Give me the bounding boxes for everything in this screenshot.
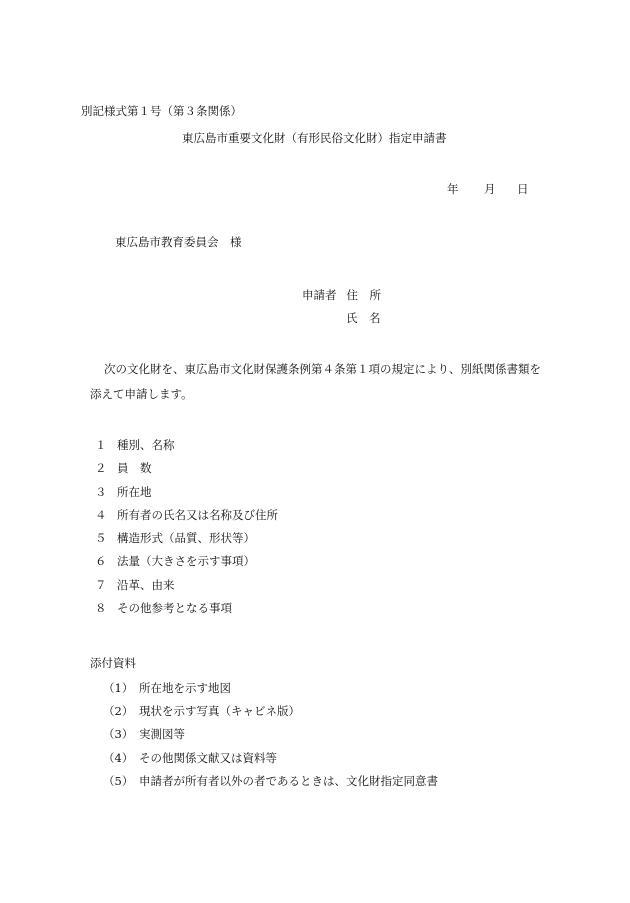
item-text: 所有者の氏名又は名称及び住所 [117,507,278,522]
item-number: ２ [95,461,107,476]
list-item [95,556,278,579]
item-number: ４ [95,507,107,522]
date-day-label: 日 [517,182,529,196]
item-text: 種別、名称 [117,438,175,452]
attachment-number: （1） [103,681,134,695]
date-year-label: 年 [447,182,459,196]
body-paragraph [90,357,560,407]
list-item [95,440,278,463]
attachment-text: 所在地を示す地図 [139,681,231,695]
item-text: 所在地 [117,484,152,499]
date-month-label: 月 [484,182,496,196]
applicant-name-row [346,313,381,325]
applicant-label: 申請者 [302,288,337,302]
document-title: 東広島市重要文化財（有形民俗文化財）指定申請書 [182,131,447,145]
item-number: ３ [95,484,107,499]
attachment-number: （4） [103,751,134,765]
item-text: その他参考となる事項 [117,601,232,616]
attachment-item [103,683,231,695]
form-number: 別記様式第１号（第３条関係） [81,104,242,118]
attachment-text: 実測図等 [139,727,185,741]
attachment-item [103,753,277,765]
item-text: 法量（大きさを示す事項） [117,554,255,569]
list-item [95,603,278,626]
attachment-text: その他関係文献又は資料等 [139,751,277,765]
applicant-address-row [302,290,381,302]
body-line-1: 次の文化財を、東広島市文化財保護条例第４条第１項の規定により、別紙関係書類を [104,362,541,376]
item-number: ８ [95,601,107,616]
attachment-text: 現状を示す写真（キャビネ版） [139,704,300,718]
attachment-number: （5） [103,774,134,788]
item-number: ５ [95,531,107,546]
item-number: １ [95,438,107,452]
list-item [95,507,278,533]
attachments-heading: 添付資料 [90,656,136,670]
attachment-number: （2） [103,704,134,718]
list-item [95,484,278,510]
attachment-item [103,776,438,788]
item-number: ６ [95,554,107,569]
attachment-text: 申請者が所有者以外の者であるときは、文化財指定同意書 [139,774,438,788]
list-item [95,463,278,486]
applicant-name-label: 氏 名 [346,311,381,325]
list-item [95,533,278,556]
attachment-number: （3） [103,727,134,741]
applicant-address-label: 住 所 [346,288,381,302]
body-line-2: 添えて申請します。 [90,387,193,401]
item-text: 沿革、由来 [117,577,175,592]
item-text: 構造形式（品質、形状等） [117,531,255,546]
attachment-item [103,706,300,718]
item-list [95,440,278,626]
addressee: 東広島市教育委員会 様 [115,235,242,249]
attachment-item [103,729,185,741]
item-number: ７ [95,577,107,592]
list-item [95,577,278,603]
item-text: 員 数 [117,461,152,476]
